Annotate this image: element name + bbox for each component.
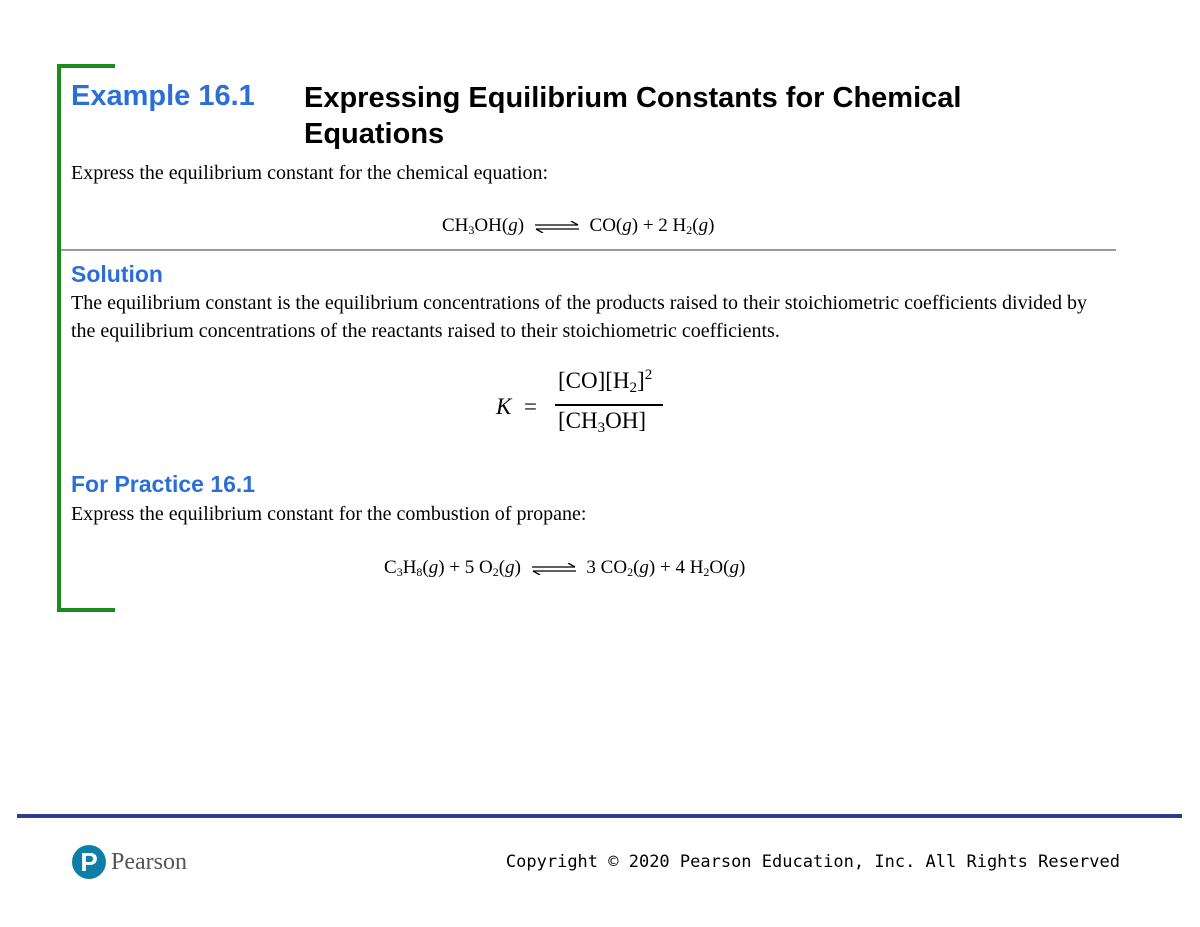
example-title: Expressing Equilibrium Constants for Chemical Equations [304, 82, 962, 150]
pearson-p-icon: P [72, 845, 106, 879]
frame-bracket-top [57, 64, 115, 68]
frame-bracket-bottom [57, 608, 115, 612]
products-co-h2: CO(g) + 2 $H_2(g)$ [589, 215, 715, 237]
equation-propane-combustion [384, 557, 745, 579]
k-denominator: $[CH_3OH]$ [558, 408, 647, 436]
solution-text: The equilibrium constant is the equilibrium concentrations of the products raised to their stoichiometric coefficients divided by the equilibrium concentrations of the reactants raised to their stoichiometric coefficients. [71, 292, 1088, 342]
pearson-wordmark: Pearson [111, 849, 187, 875]
practice-heading: For Practice 16.1 [71, 471, 256, 497]
k-numerator: $[CO][H_2]^2$ [558, 367, 653, 396]
practice-prompt: Express the equilibrium constant for the combustion of propane: [71, 503, 587, 525]
equals-sign: = [524, 394, 537, 419]
equilibrium-arrow-icon [531, 563, 577, 575]
k-symbol: K [496, 394, 512, 419]
frame-bracket-left [57, 64, 61, 612]
copyright-notice: Copyright © 2020 Pearson Education, Inc. All Rights Reserved [505, 852, 1120, 872]
solution-heading: Solution [71, 261, 163, 287]
section-divider [61, 249, 1116, 251]
example-prompt: Express the equilibrium constant for the chemical equation: [71, 162, 549, 184]
equilibrium-arrow-icon [534, 221, 580, 233]
pearson-logo [72, 845, 190, 881]
footer-rule [17, 814, 1182, 818]
products-co2-h2o: 3 $CO_2(g) + 4$ $H_2O(g)$ [586, 557, 746, 579]
fraction-bar [555, 404, 663, 406]
example-label: Example 16.1 [71, 80, 255, 112]
reactants-propane-oxygen: $C_3H_8(g) + 5$ $O_2(g)$ [384, 557, 521, 579]
equation-methanol-decomposition [442, 215, 714, 237]
reactant-ch3oh: $CH_3OH(g)$ [442, 215, 525, 237]
